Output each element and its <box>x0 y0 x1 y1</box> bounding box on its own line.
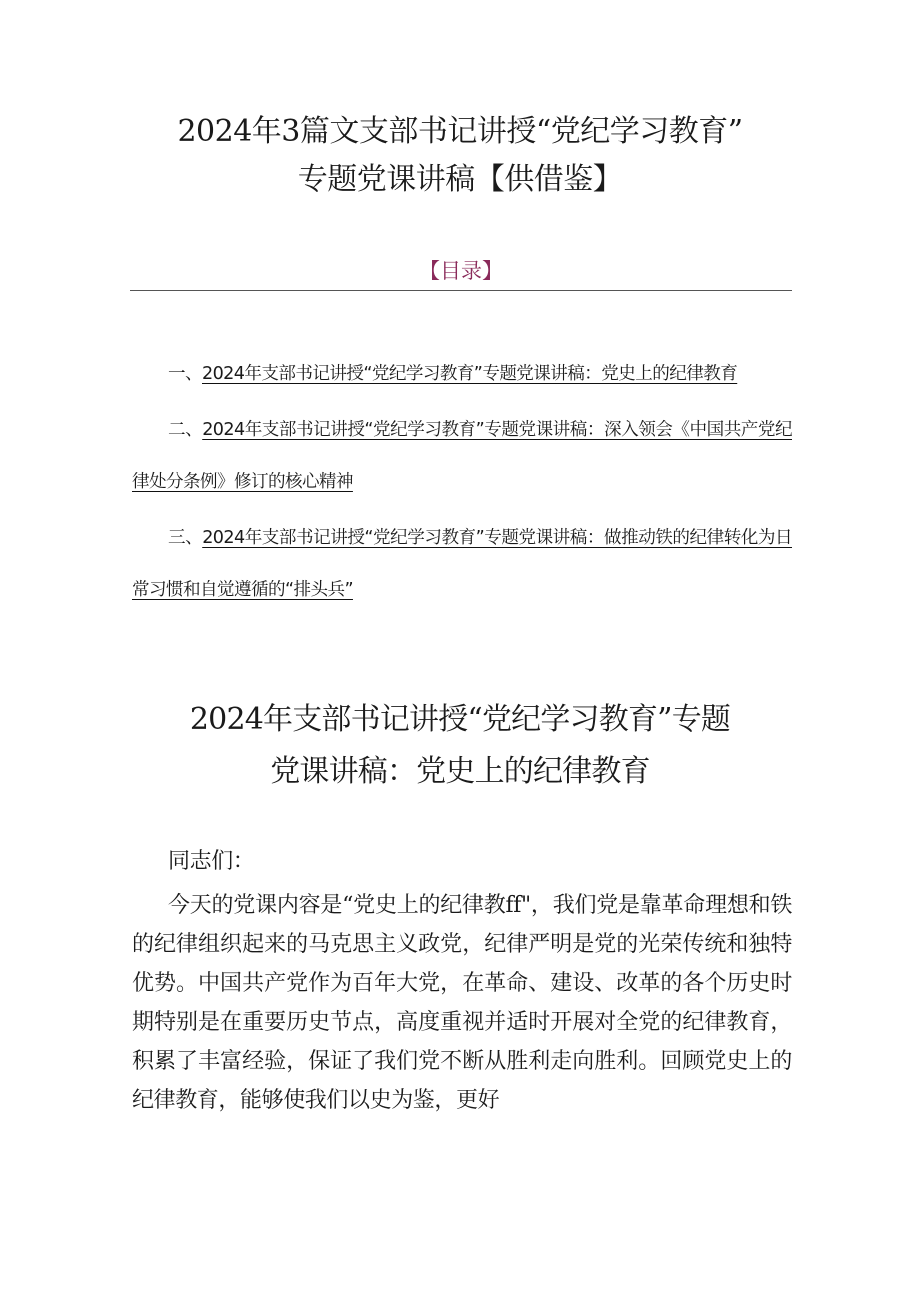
table-of-contents <box>132 348 792 620</box>
document-title <box>120 108 800 204</box>
toc-divider <box>130 290 792 291</box>
document-title-line-2: 专题党课讲稿【供借鉴】 <box>297 162 623 197</box>
toc-link-1[interactable]: 2024年支部书记讲授“党纪学习教育”专题党课讲稿：党史上的纪律教育 <box>202 364 738 384</box>
section-title-line-2: 党课讲稿：党史上的纪律教育 <box>270 754 650 789</box>
document-title-line-1: 2024年3篇文支部书记讲授“党纪学习教育” <box>177 114 743 149</box>
greeting: 同志们： <box>168 849 255 874</box>
body-paragraph: 今天的党课内容是“党史上的纪律教ff"，我们党是靠革命理想和铁的纪律组织起来的马克思主义政党，纪律严明是党的光荣传统和独特优势。中国共产党作为百年大党，在革命、建设、改革的各个历史时期特别是在重要历史节点，高度重视并适时开展对全党的纪律教育，积累了丰富经验，保证了我们党不断从胜利走向胜利。回顾党史上的纪律教育，能够使我们以史为鉴，更好 <box>132 893 792 1113</box>
toc-item-ordinal: 一、 <box>168 364 202 384</box>
toc-link-3[interactable]: 2024年支部书记讲授“党纪学习教育”专题党课讲稿：做推动铁的纪律转化为日常习惯和自觉遵循的“排头兵” <box>132 528 792 600</box>
toc-heading: 【目录】 <box>419 259 503 283</box>
section-title-line-1: 2024年支部书记讲授“党纪学习教育”专题 <box>189 702 731 737</box>
toc-item-1 <box>132 348 792 400</box>
toc-item-ordinal: 三、 <box>168 528 203 548</box>
section-title <box>120 694 800 798</box>
toc-link-2[interactable]: 2024年支部书记讲授“党纪学习教育”专题党课讲稿：深入领会《中国共产党纪律处分条例》修订的核心精神 <box>132 420 792 492</box>
toc-item-ordinal: 二、 <box>168 420 203 440</box>
toc-item-3 <box>132 512 792 616</box>
section-body <box>132 842 792 1125</box>
toc-item-2 <box>132 404 792 508</box>
